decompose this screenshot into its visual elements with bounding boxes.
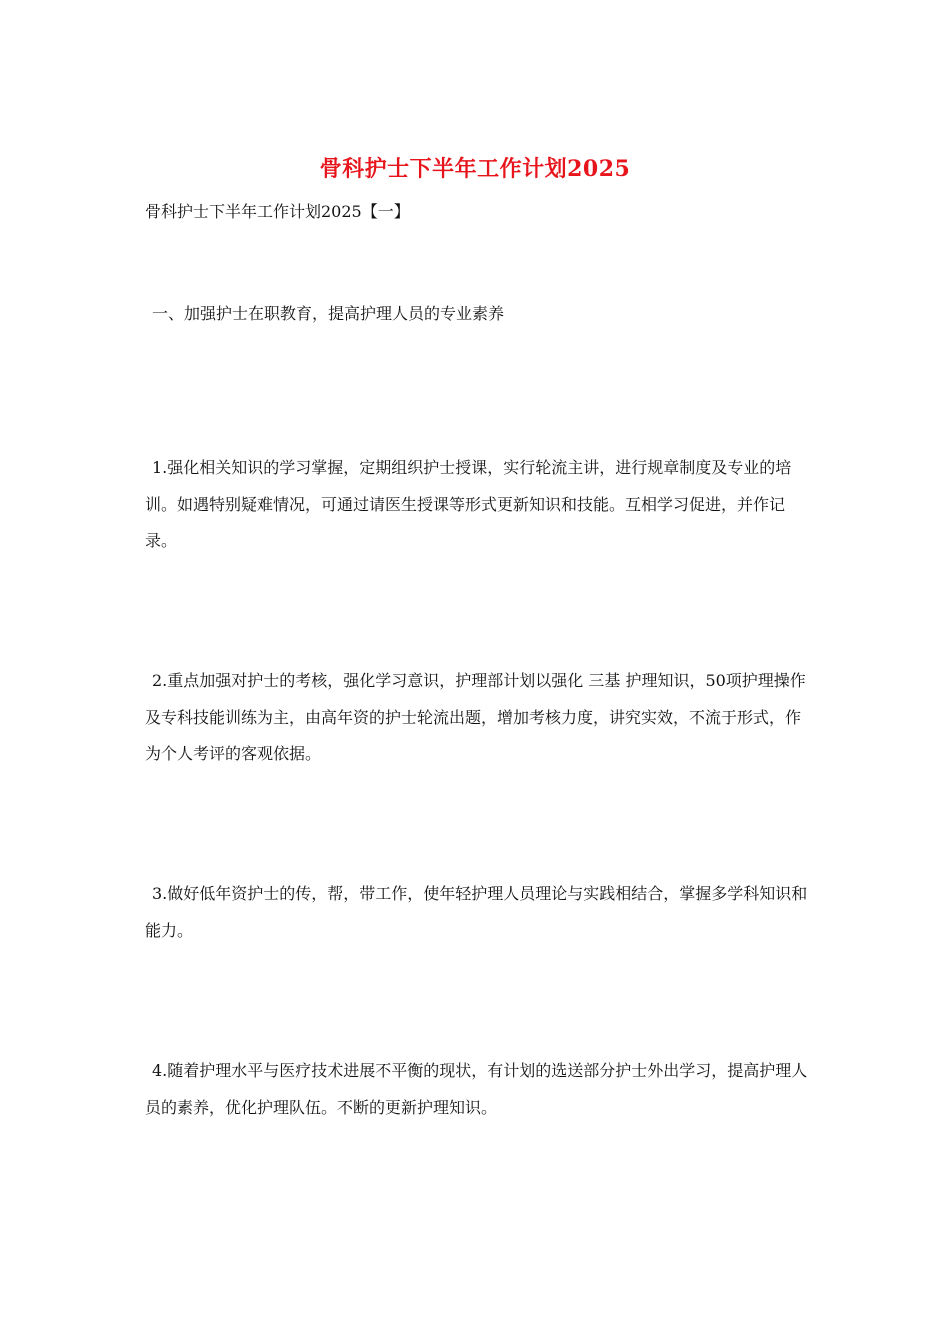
section-heading: 一、加强护士在职教育，提高护理人员的专业素养 xyxy=(152,304,505,323)
document-title: 骨科护士下半年工作计划2025 xyxy=(319,156,631,182)
paragraph-2: 2.重点加强对护士的考核，强化学习意识，护理部计划以强化 三基 护理知识，50项护理操作及专科技能训练为主，由高年资的护士轮流出题，增加考核力度，讲究实效，不流于形式，作为个人考评的客观依据。 xyxy=(145,671,806,763)
paragraph-4: 4.随着护理水平与医疗技术进展不平衡的现状，有计划的选送部分护士外出学习，提高护理人员的素养，优化护理队伍。不断的更新护理知识。 xyxy=(145,1061,808,1117)
paragraph-3: 3.做好低年资护士的传，帮，带工作，使年轻护理人员理论与实践相结合，掌握多学科知识和能力。 xyxy=(145,884,808,940)
paragraph-1: 1.强化相关知识的学习掌握，定期组织护士授课，实行轮流主讲，进行规章制度及专业的培训。如遇特别疑难情况，可通过请医生授课等形式更新知识和技能。互相学习促进，并作记录。 xyxy=(145,458,792,550)
document-subtitle: 骨科护士下半年工作计划2025【一】 xyxy=(145,202,410,221)
